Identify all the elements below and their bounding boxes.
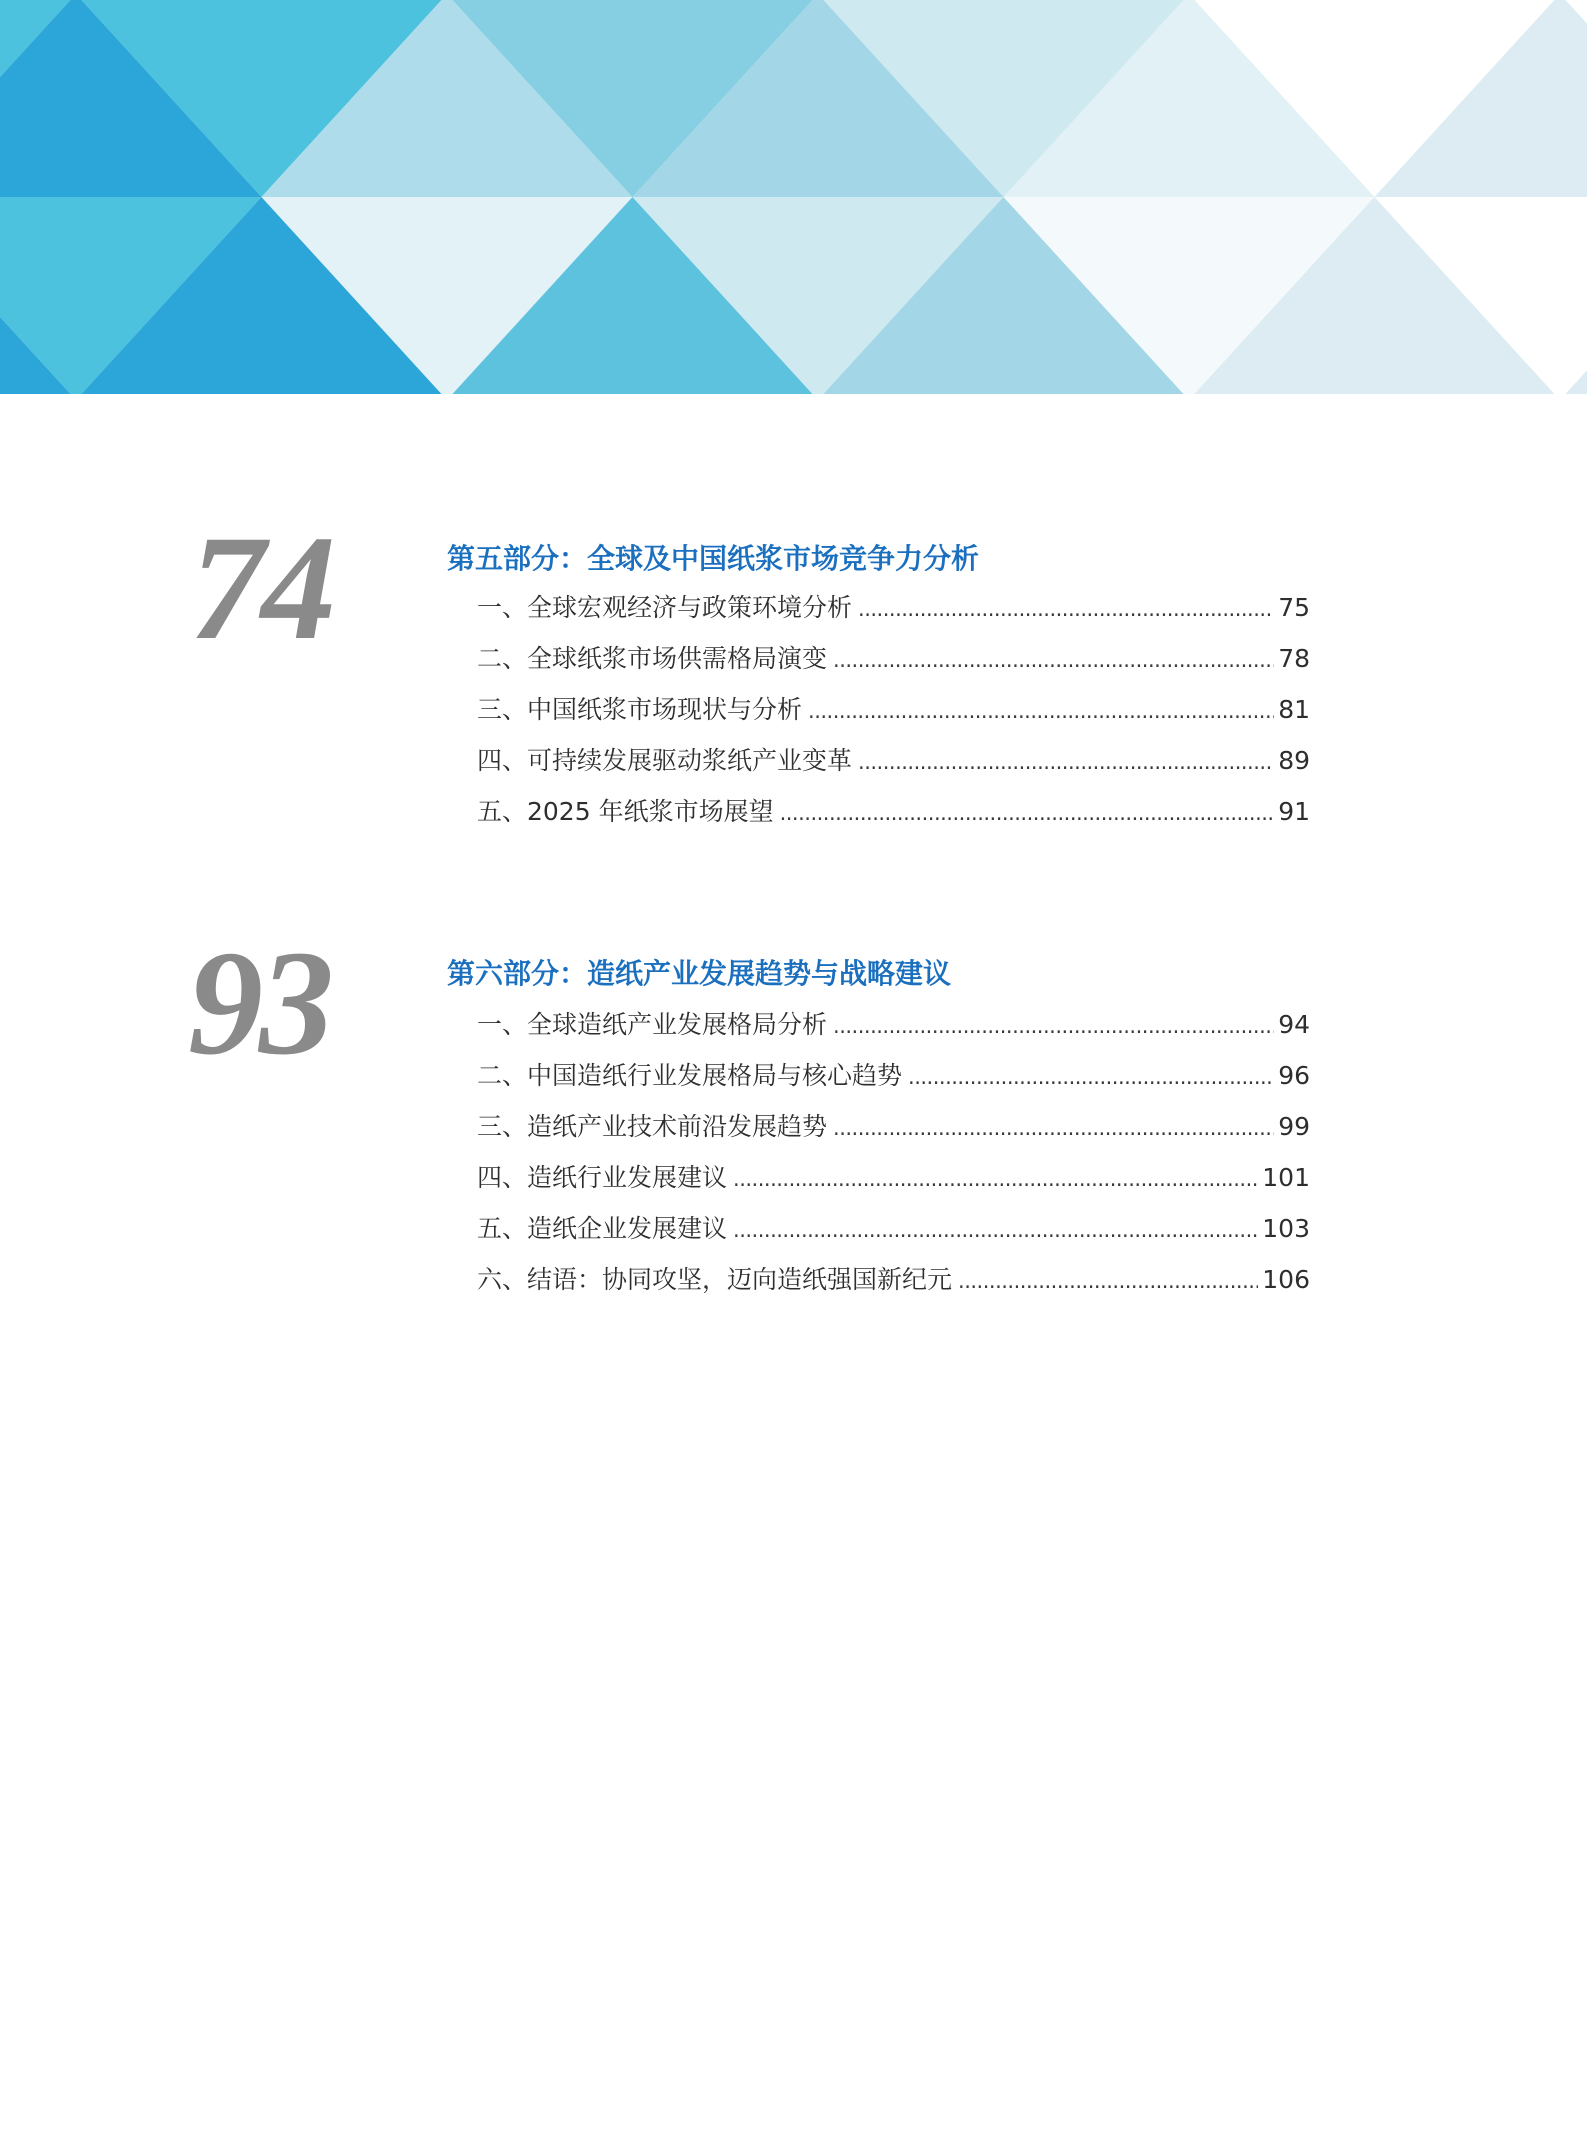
toc-entry	[477, 1050, 1310, 1101]
toc-entry-label: 一、全球造纸产业发展格局分析	[477, 1010, 828, 1039]
section-title: 第五部分：全球及中国纸浆市场竞争力分析	[447, 542, 980, 575]
section-page-number: 93	[188, 920, 330, 1086]
section-page-number: 74	[190, 505, 332, 671]
toc-entry	[477, 684, 1310, 735]
toc-entry-page: 94	[1278, 1010, 1310, 1039]
toc-leader	[808, 686, 1274, 737]
toc-entry	[477, 1254, 1310, 1305]
toc-entry-page: 75	[1278, 593, 1310, 622]
toc-list	[477, 999, 1310, 1305]
toc-entry-label: 三、中国纸浆市场现状与分析	[477, 695, 803, 724]
toc-entry	[477, 633, 1310, 684]
toc-entry	[477, 582, 1310, 633]
toc-entry-label: 五、2025 年纸浆市场展望	[477, 797, 774, 826]
toc-leader	[908, 1052, 1274, 1103]
toc-entry	[477, 786, 1310, 837]
toc-leader	[833, 635, 1274, 686]
toc-entry-label: 一、全球宏观经济与政策环境分析	[477, 593, 853, 622]
toc-entry-page: 99	[1278, 1112, 1310, 1141]
toc-leader	[958, 1256, 1258, 1307]
toc-entry-label: 四、可持续发展驱动浆纸产业变革	[477, 746, 853, 775]
toc-leader	[733, 1154, 1258, 1205]
toc-entry-page: 96	[1278, 1061, 1310, 1090]
toc-entry	[477, 1152, 1310, 1203]
toc-leader	[833, 1103, 1274, 1154]
toc-leader	[733, 1205, 1258, 1256]
header-banner	[0, 0, 1587, 394]
toc-leader	[833, 1001, 1274, 1052]
toc-entry	[477, 999, 1310, 1050]
toc-entry	[477, 735, 1310, 786]
toc-entry-page: 103	[1262, 1214, 1310, 1243]
toc-leader	[780, 788, 1275, 839]
banner-triangle-pattern	[0, 0, 1587, 394]
toc-list	[477, 582, 1310, 837]
section-title: 第六部分：造纸产业发展趋势与战略建议	[447, 957, 952, 990]
toc-leader	[858, 737, 1274, 788]
toc-entry-label: 二、全球纸浆市场供需格局演变	[477, 644, 828, 673]
toc-entry-label: 四、造纸行业发展建议	[477, 1163, 728, 1192]
toc-entry-page: 81	[1278, 695, 1310, 724]
toc-entry	[477, 1203, 1310, 1254]
toc-entry-page: 101	[1262, 1163, 1310, 1192]
toc-entry-label: 五、造纸企业发展建议	[477, 1214, 728, 1243]
toc-entry-page: 78	[1278, 644, 1310, 673]
toc-entry-label: 三、造纸产业技术前沿发展趋势	[477, 1112, 828, 1141]
toc-entry	[477, 1101, 1310, 1152]
toc-leader	[858, 584, 1274, 635]
toc-entry-page: 91	[1278, 797, 1310, 826]
toc-entry-label: 六、结语：协同攻坚，迈向造纸强国新纪元	[477, 1265, 953, 1294]
toc-entry-label: 二、中国造纸行业发展格局与核心趋势	[477, 1061, 903, 1090]
toc-entry-page: 89	[1278, 746, 1310, 775]
toc-entry-page: 106	[1262, 1265, 1310, 1294]
